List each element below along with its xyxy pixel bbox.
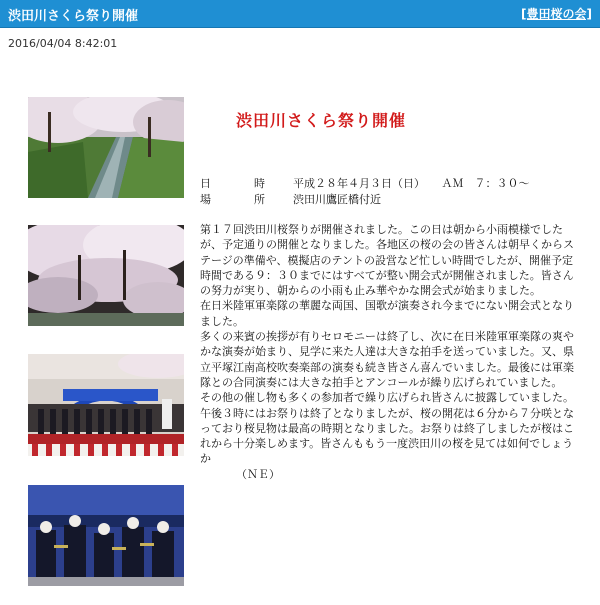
article-paragraph: 午後３時にはお祭りは終了となりましたが、桜の開花は６分から７分咲となっており桜見物は最高の時期となりました。お祭りは終了しましたが桜はこれから十分楽しめます。皆さんももう一度渋田川の桜を見ては如何でしょうか — [200, 406, 574, 466]
photo-river-cherry-trees — [28, 97, 184, 198]
post-timestamp: 2016/04/04 8:42:01 — [8, 37, 118, 50]
article-paragraph: 多くの来賓の挨拶が有りセロモニーは終了し、次に在日米陸軍軍楽隊の爽やかな演奏が始まり、見学に来た人達は大きな拍手を送っていました。又、県立平塚江南高校吹奏楽部の演奏も続き皆さん喜んでいました。最後には軍楽隊との合同演奏には大きな拍手とアンコールが繰り広げられていました。 — [200, 330, 574, 389]
place-label-1: 場 — [200, 193, 211, 206]
page-title: 渋田川さくら祭り開催 — [8, 9, 139, 24]
photo-cherry-blossoms — [28, 225, 184, 326]
header-bar — [0, 0, 600, 28]
article-paragraph: 第１７回渋田川桜祭りが開催されました。この日は朝から小雨模様でしたが、予定通りの開催となりました。各地区の桜の会の皆さんは朝早くからステージの準備や、模擬店のテントの設営など忙しい時間でしたが、開催予定時間である９：３０までにはすべてが整い開会式が開催されました。皆さんの努力が実り、朝からの小雨も止み華やかな開会式が始まりました。 — [200, 223, 574, 298]
author-signature: （ＮＥ） — [236, 467, 280, 481]
date-label-2: 時 — [254, 177, 265, 190]
place-label-2: 所 — [254, 193, 265, 206]
photo-military-band — [28, 485, 184, 586]
date-label-1: 日 — [200, 177, 211, 190]
article-paragraph: 在日米陸軍軍楽隊の華麗な両国、国歌が演奏され今までにない開会式となりました。 — [200, 299, 574, 328]
article-paragraph: その他の催し物も多くの参加者で繰り広げられ皆さんに披露していました。 — [200, 391, 574, 405]
event-place-value: 渋田川鷹匠橋付近 — [293, 193, 381, 206]
photo-opening-ceremony — [28, 354, 184, 456]
article-title: 渋田川さくら祭り開催 — [236, 111, 407, 130]
event-date-value: 平成２８年４月３日（日） ＡＭ ７：３０〜 — [293, 177, 530, 190]
association-link[interactable]: [豊田桜の会] — [521, 7, 592, 21]
article-body — [200, 222, 582, 482]
